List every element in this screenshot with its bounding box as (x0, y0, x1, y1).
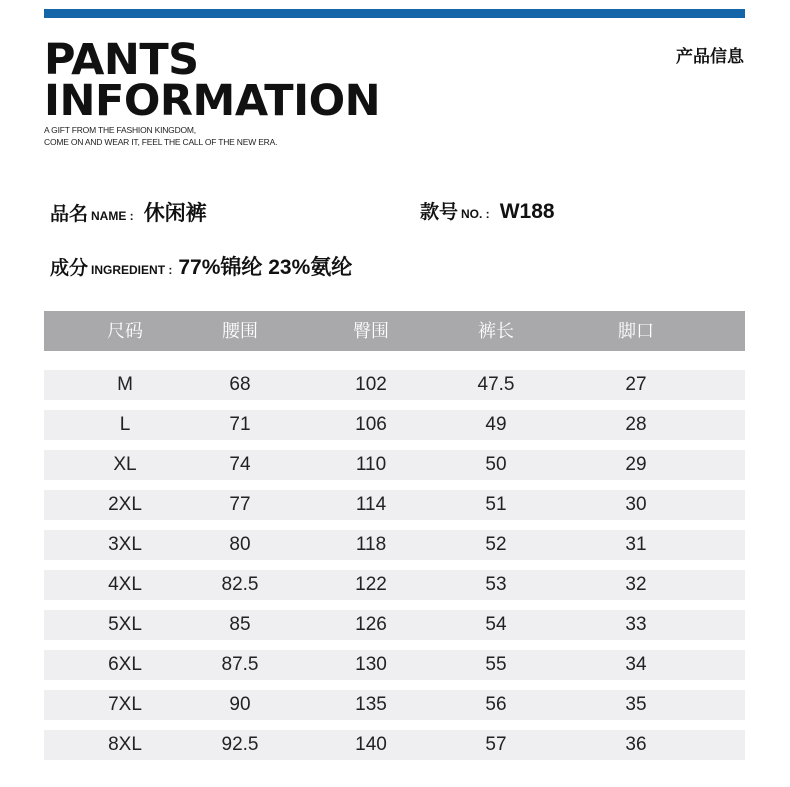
table-row (44, 730, 745, 760)
product-ingredient (50, 251, 352, 281)
title-line-information: INFORMATION (44, 76, 381, 126)
cell-hip: 102 (355, 374, 387, 395)
name-label-en: NAME : (91, 209, 134, 223)
table-row (44, 370, 745, 400)
table-row (44, 490, 745, 520)
cell-size: 6XL (108, 654, 142, 675)
cell-hem: 32 (625, 574, 647, 595)
ingredient-label: 成分 (50, 258, 89, 279)
cell-hip: 122 (355, 574, 387, 595)
cell-hem: 33 (625, 614, 647, 635)
cell-hip: 140 (355, 734, 387, 755)
cell-length: 47.5 (477, 374, 515, 395)
page-title (44, 35, 381, 126)
cell-size: 2XL (108, 494, 142, 515)
cell-hem: 29 (625, 454, 647, 475)
top-accent-bar (44, 9, 745, 18)
table-row (44, 570, 745, 600)
cell-waist: 74 (229, 454, 251, 475)
cell-waist: 92.5 (221, 734, 259, 755)
cell-waist: 85 (229, 614, 251, 635)
title-line-pants: PANTS (44, 35, 199, 85)
cell-waist: 71 (229, 414, 251, 435)
tagline-line-2: COME ON AND WEAR IT, FEEL THE CALL OF THE NEW ERA. (44, 137, 278, 147)
cell-hip: 114 (355, 494, 387, 515)
number-label: 款号 (420, 202, 459, 223)
table-row (44, 450, 745, 480)
cell-hip: 126 (355, 614, 387, 635)
tagline-line-1: A GIFT FROM THE FASHION KINGDOM, (44, 125, 196, 135)
ingredient-value: 77%锦纶 23%氨纶 (178, 256, 353, 279)
cell-waist: 90 (229, 694, 251, 715)
cell-hem: 36 (625, 734, 647, 755)
cell-waist: 87.5 (221, 654, 259, 675)
cell-length: 55 (485, 654, 507, 675)
tagline (44, 124, 277, 148)
column-hem: 脚口 (618, 321, 654, 341)
number-value: W188 (499, 200, 555, 223)
cell-waist: 80 (229, 534, 251, 555)
table-row (44, 530, 745, 560)
cell-length: 52 (485, 534, 507, 555)
cell-hem: 30 (625, 494, 647, 515)
cell-hem: 28 (625, 414, 647, 435)
product-number (420, 197, 555, 224)
table-row (44, 410, 745, 440)
cell-size: 8XL (108, 734, 142, 755)
size-table-header (44, 311, 745, 351)
cell-hip: 135 (355, 694, 387, 715)
cell-waist: 82.5 (221, 574, 259, 595)
cell-hip: 110 (355, 454, 387, 475)
cell-hip: 118 (355, 534, 387, 555)
name-value: 休闲裤 (143, 202, 207, 225)
cell-hip: 106 (355, 414, 387, 435)
cell-size: L (119, 414, 131, 435)
product-name (50, 197, 207, 227)
cell-waist: 77 (229, 494, 251, 515)
cell-length: 50 (485, 454, 507, 475)
product-info-heading: 产品信息 (676, 47, 744, 66)
cell-hem: 35 (625, 694, 647, 715)
name-label: 品名 (50, 204, 89, 225)
ingredient-label-en: INGREDIENT : (91, 263, 173, 277)
cell-waist: 68 (229, 374, 251, 395)
cell-size: 3XL (108, 534, 142, 555)
cell-length: 56 (485, 694, 507, 715)
cell-size: 7XL (108, 694, 142, 715)
table-row (44, 610, 745, 640)
cell-hip: 130 (355, 654, 387, 675)
cell-length: 53 (485, 574, 507, 595)
column-hip: 臀围 (353, 321, 389, 341)
cell-hem: 27 (625, 374, 647, 395)
cell-hem: 31 (625, 534, 647, 555)
column-length: 裤长 (478, 321, 514, 341)
cell-length: 57 (485, 734, 507, 755)
cell-length: 51 (485, 494, 507, 515)
cell-size: 4XL (108, 574, 142, 595)
cell-size: XL (113, 454, 137, 475)
cell-size: M (117, 374, 133, 395)
table-row (44, 650, 745, 680)
column-waist: 腰围 (222, 321, 258, 341)
table-row (44, 690, 745, 720)
column-size: 尺码 (107, 321, 143, 341)
cell-hem: 34 (625, 654, 647, 675)
cell-length: 49 (485, 414, 507, 435)
cell-size: 5XL (108, 614, 142, 635)
number-label-en: NO. : (461, 207, 490, 221)
cell-length: 54 (485, 614, 507, 635)
